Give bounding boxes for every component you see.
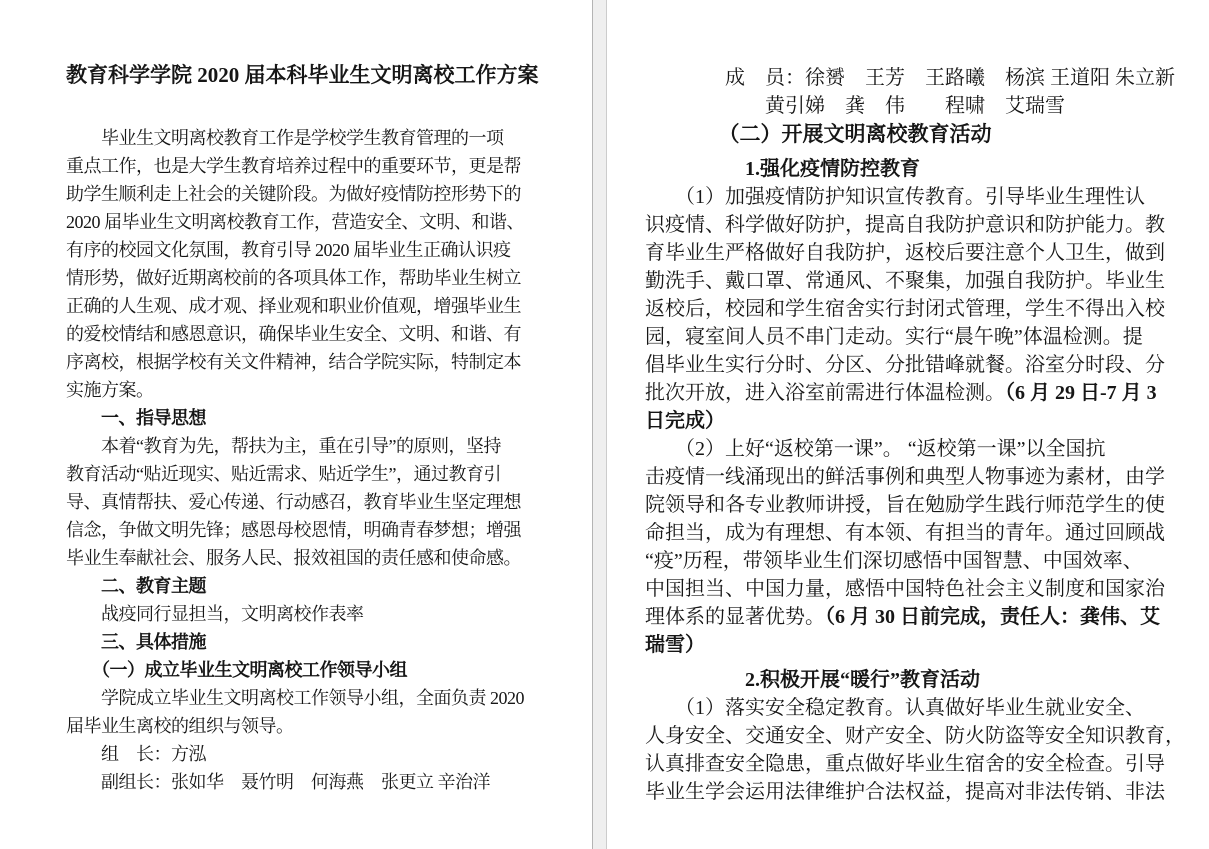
text-line: 2.积极开展“暖行”教育活动: [645, 669, 980, 691]
text-line: （1）加强疫情防护知识宣传教育。引导毕业生理性认: [645, 186, 1145, 208]
text-line: 二、教育主题: [66, 576, 206, 596]
text-line: 三、具体措施: [66, 632, 206, 652]
text-line: 园，寝室间人员不串门走动。实行“晨午晚”体温检测。提: [645, 326, 1143, 348]
text-line: 理体系的显著优势。（6 月 30 日前完成，责任人：龚伟、艾: [645, 606, 1160, 628]
text-line: 1.强化疫情防控教育: [645, 158, 920, 180]
page-2[interactable]: [607, 0, 1209, 849]
text-line: 命担当，成为有理想、有本领、有担当的青年。通过回顾战: [645, 522, 1165, 544]
text-line: 批次开放，进入浴室前需进行体温检测。（6 月 29 日-7 月 3: [645, 382, 1157, 404]
text-line: 倡毕业生实行分时、分区、分批错峰就餐。浴室分时段、分: [645, 354, 1165, 376]
text-line: 助学生顺利走上社会的关键阶段。为做好疫情防控形势下的: [66, 184, 521, 204]
text-line: 认真排查安全隐患，重点做好毕业生宿舍的安全检查。引导: [645, 753, 1165, 775]
text-line: 组 长：方泓: [66, 744, 206, 764]
page-gap-divider: [592, 0, 607, 849]
text-line: 育毕业生严格做好自我防护，返校后要注意个人卫生，做到: [645, 242, 1165, 264]
text-line: 毕业生文明离校教育工作是学校学生教育管理的一项: [66, 128, 504, 148]
text-line: 识疫情、科学做好防护，提高自我防护意识和防护能力。教: [645, 214, 1165, 236]
text-line: （一）成立毕业生文明离校工作领导小组: [66, 660, 407, 680]
text-line: 有序的校园文化氛围，教育引导 2020 届毕业生正确认识疫: [66, 240, 511, 260]
text-line: 2020 届毕业生文明离校教育工作，营造安全、文明、和谐、: [66, 212, 524, 232]
text-line: 战疫同行显担当，文明离校作表率: [66, 604, 364, 624]
text-line: 毕业生奉献社会、服务人民、报效祖国的责任感和使命感。: [66, 548, 521, 568]
text-line: “疫”历程，带领毕业生们深切感悟中国智慧、中国效率、: [645, 550, 1143, 572]
text-line: 届毕业生离校的组织与领导。: [66, 716, 294, 736]
text-line: （二）开展文明离校教育活动: [645, 122, 992, 146]
text-line: 实施方案。: [66, 380, 154, 400]
text-line: 信念，争做文明先锋；感恩母校恩情，明确青春梦想；增强: [66, 520, 521, 540]
page-2-body: [645, 64, 1185, 806]
text-line: 日完成）: [645, 410, 725, 432]
text-line: 本着“教育为先，帮扶为主，重在引导”的原则，坚持: [66, 436, 501, 456]
text-line: 返校后，校园和学生宿舍实行封闭式管理，学生不得出入校: [645, 298, 1165, 320]
document-title: 教育科学学院 2020 届本科毕业生文明离校工作方案: [66, 63, 539, 87]
text-line: （2）上好“返校第一课”。 “返校第一课”以全国抗: [645, 438, 1106, 460]
text-line: 中国担当、中国力量，感悟中国特色社会主义制度和国家治: [645, 578, 1165, 600]
page-1-body: [66, 124, 528, 796]
text-line: 正确的人生观、成才观、择业观和职业价值观，增强毕业生: [66, 296, 521, 316]
text-line: 情形势，做好近期离校前的各项具体工作，帮助毕业生树立: [66, 268, 521, 288]
text-line: 成 员：徐赟 王芳 王路曦 杨滨 王道阳 朱立新: [645, 67, 1175, 89]
text-line: 院领导和各专业教师讲授，旨在勉励学生践行师范学生的使: [645, 494, 1165, 516]
text-line: 副组长：张如华 聂竹明 何海燕 张更立 辛治洋: [66, 772, 490, 792]
text-line: 黄引娣 龚 伟 程啸 艾瑞雪: [645, 95, 1065, 117]
text-line: 毕业生学会运用法律维护合法权益，提高对非法传销、非法: [645, 781, 1165, 803]
text-line: 勤洗手、戴口罩、常通风、不聚集，加强自我防护。毕业生: [645, 270, 1165, 292]
text-line: 教育活动“贴近现实、贴近需求、贴近学生”，通过教育引: [66, 464, 501, 484]
text-line: 人身安全、交通安全、财产安全、防火防盗等安全知识教育，: [645, 725, 1185, 747]
page-1[interactable]: [0, 0, 592, 849]
text-line: 的爱校情结和感恩意识，确保毕业生安全、文明、和谐、有: [66, 324, 521, 344]
text-line: 导、真情帮扶、爱心传递、行动感召，教育毕业生坚定理想: [66, 492, 521, 512]
text-line: 序离校，根据学校有关文件精神，结合学院实际，特制定本: [66, 352, 521, 372]
text-line: 一、指导思想: [66, 408, 206, 428]
text-line: 击疫情一线涌现出的鲜活事例和典型人物事迹为素材，由学: [645, 466, 1165, 488]
text-line: （1）落实安全稳定教育。认真做好毕业生就业安全、: [645, 697, 1145, 719]
text-line: 重点工作，也是大学生教育培养过程中的重要环节，更是帮: [66, 156, 521, 176]
text-line: 瑞雪）: [645, 634, 705, 656]
text-line: 学院成立毕业生文明离校工作领导小组，全面负责 2020: [66, 688, 524, 708]
